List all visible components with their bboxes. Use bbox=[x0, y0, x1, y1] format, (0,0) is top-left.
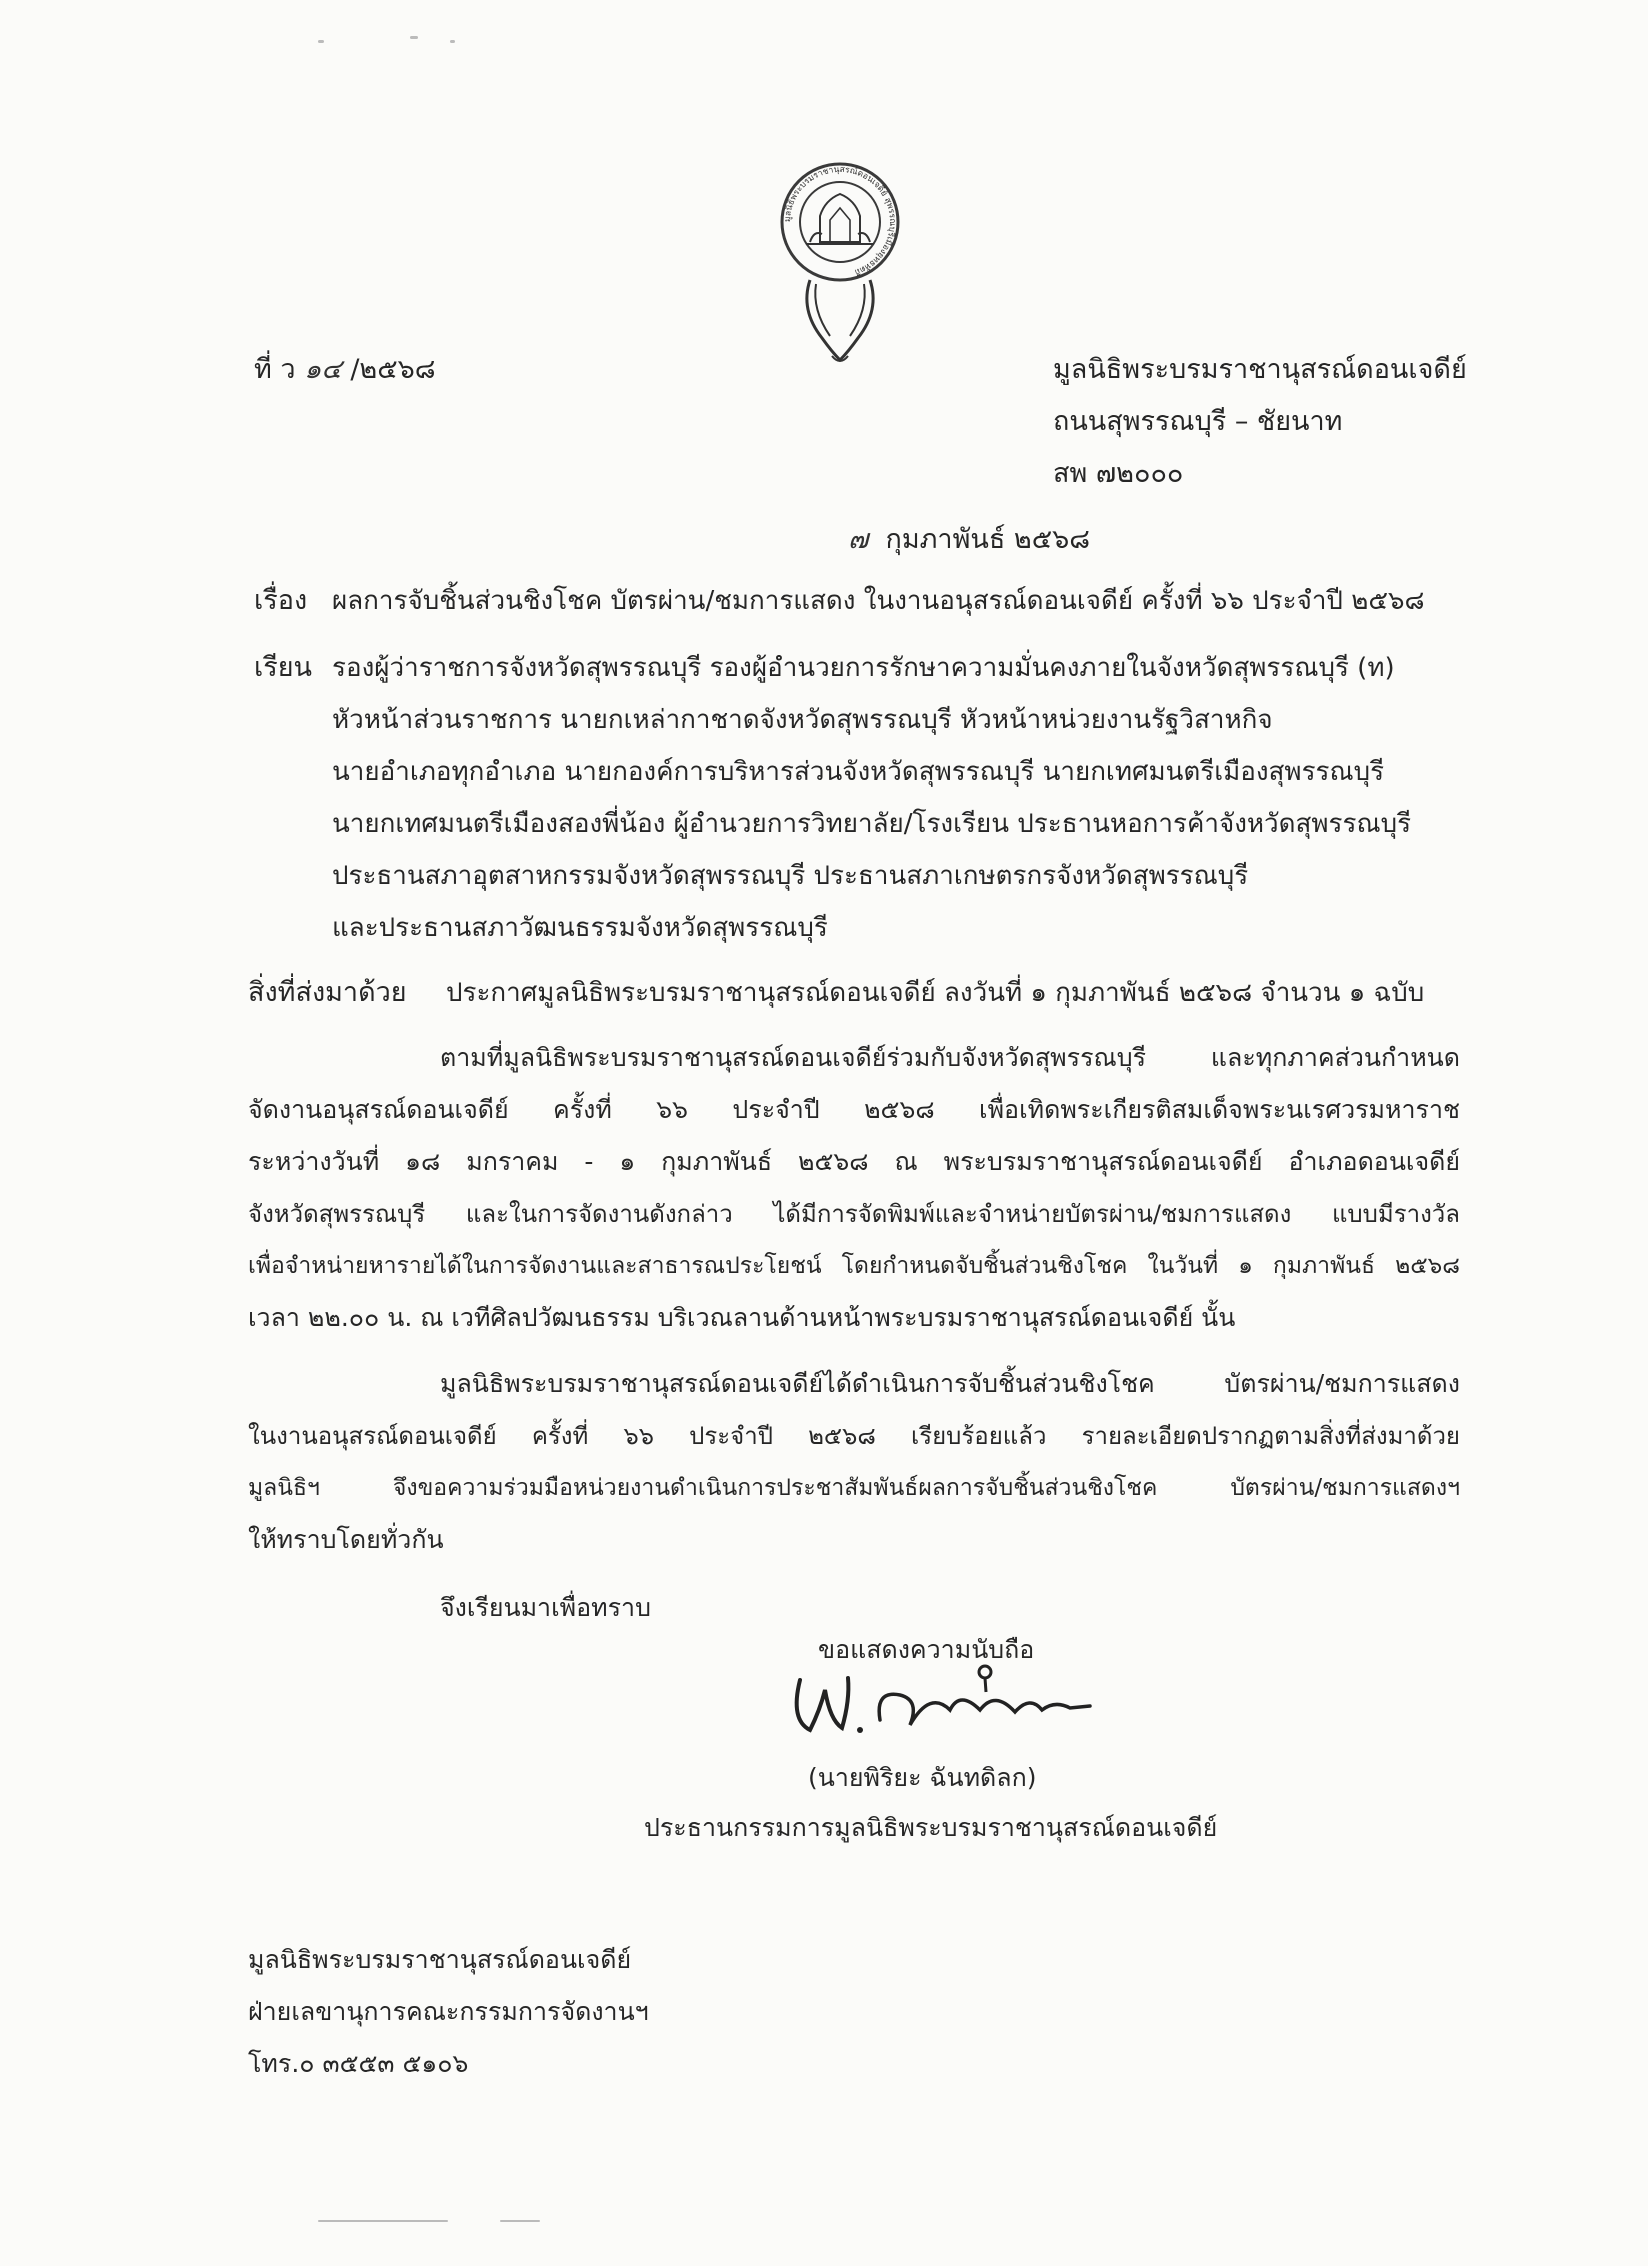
enclosure-text: ประกาศมูลนิธิพระบรมราชานุสรณ์ดอนเจดีย์ ลงวันที่ ๑ กุมภาพันธ์ ๒๕๖๘ จำนวน ๑ ฉบับ bbox=[446, 978, 1425, 1008]
letter-date bbox=[848, 522, 1090, 558]
body-paragraph-1-line: จังหวัดสุพรรณบุรี และในการจัดงานดังกล่าว ได้มีการจัดพิมพ์และจำหน่ายบัตรผ่าน/ชมการแสดง แบบมีรางวัล bbox=[248, 1200, 1460, 1228]
recipients-line: รองผู้ว่าราชการจังหวัดสุพรรณบุรี รองผู้อำนวยการรักษาความมั่นคงภายในจังหวัดสุพรรณบุรี (ท) bbox=[332, 653, 1395, 683]
org-road: ถนนสุพรรณบุรี – ชัยนาท bbox=[1053, 406, 1343, 437]
recipients-line: ประธานสภาอุตสาหกรรมจังหวัดสุพรรณบุรี ประธานสภาเกษตรกรจังหวัดสุพรรณบุรี bbox=[332, 861, 1249, 891]
scan-speck bbox=[410, 36, 418, 39]
scan-speck bbox=[318, 2220, 448, 2222]
reference-number bbox=[254, 352, 436, 388]
subject-label: เรื่อง bbox=[254, 585, 308, 616]
org-postcode: สพ ๗๒๐๐๐ bbox=[1053, 458, 1184, 489]
body-paragraph-1-line: ระหว่างวันที่ ๑๘ มกราคม - ๑ กุมภาพันธ์ ๒๕๖๘ ณ พระบรมราชานุสรณ์ดอนเจดีย์ อำเภอดอนเจดีย์ bbox=[248, 1147, 1460, 1176]
body-paragraph-2-line: ในงานอนุสรณ์ดอนเจดีย์ ครั้งที่ ๖๖ ประจำปี ๒๕๖๘ เรียบร้อยแล้ว รายละเอียดปรากฏตามสิ่งที่ส่งมาด้วย bbox=[248, 1422, 1460, 1450]
recipients-line: นายอำเภอทุกอำเภอ นายกองค์การบริหารส่วนจังหวัดสุพรรณบุรี นายกเทศมนตรีเมืองสุพรรณบุรี bbox=[332, 757, 1385, 787]
footer-phone: โทร.๐ ๓๕๕๓ ๕๑๐๖ bbox=[248, 2049, 469, 2078]
signer-position: ประธานกรรมการมูลนิธิพระบรมราชานุสรณ์ดอนเจดีย์ bbox=[644, 1813, 1218, 1842]
body-paragraph-1-line: ตามที่มูลนิธิพระบรมราชานุสรณ์ดอนเจดีย์ร่วมกับจังหวัดสุพรรณบุรี และทุกภาคส่วนกำหนด bbox=[440, 1043, 1460, 1072]
svg-text:มูลนิธิพระบรมราชานุสรณ์ดอนเจดี: มูลนิธิพระบรมราชานุสรณ์ดอนเจดีย์ สุพรรณบุรีเมืองยุทธหัตถี bbox=[782, 164, 898, 277]
body-paragraph-2-line: มูลนิธิฯ จึงขอความร่วมมือหน่วยงานดำเนินการประชาสัมพันธ์ผลการจับชิ้นส่วนชิงโชค บัตรผ่าน/ชมการแสดงฯ bbox=[248, 1475, 1460, 1501]
closing-request: จึงเรียนมาเพื่อทราบ bbox=[440, 1593, 651, 1622]
footer-dept: ฝ่ายเลขานุการคณะกรรมการจัดงานฯ bbox=[248, 1997, 649, 2026]
handwritten-signature bbox=[780, 1650, 1100, 1750]
body-paragraph-1-line: เวลา ๒๒.๐๐ น. ณ เวทีศิลปวัฒนธรรม บริเวณลานด้านหน้าพระบรมราชานุสรณ์ดอนเจดีย์ นั้น bbox=[248, 1303, 1236, 1332]
scan-speck bbox=[450, 40, 455, 43]
subject-text: ผลการจับชิ้นส่วนชิงโชค บัตรผ่าน/ชมการแสดง ในงานอนุสรณ์ดอนเจดีย์ ครั้งที่ ๖๖ ประจำปี ๒๕๖๘ bbox=[332, 586, 1425, 616]
scan-speck bbox=[318, 40, 324, 43]
org-name: มูลนิธิพระบรมราชานุสรณ์ดอนเจดีย์ bbox=[1053, 354, 1467, 385]
ref-number-handwritten: ๑๔ bbox=[304, 354, 342, 385]
foundation-seal bbox=[770, 160, 910, 370]
date-day-handwritten: ๗ bbox=[848, 524, 869, 555]
recipients-line: หัวหน้าส่วนราชการ นายกเหล่ากาชาดจังหวัดสุพรรณบุรี หัวหน้าหน่วยงานรัฐวิสาหกิจ bbox=[332, 705, 1273, 735]
body-paragraph-2-line: ให้ทราบโดยทั่วกัน bbox=[248, 1525, 444, 1554]
complimentary-close: ขอแสดงความนับถือ bbox=[818, 1635, 1035, 1664]
date-month-year: กุมภาพันธ์ ๒๕๖๘ bbox=[885, 524, 1091, 555]
enclosure-label: สิ่งที่ส่งมาด้วย bbox=[248, 977, 407, 1008]
recipients-label: เรียน bbox=[254, 652, 313, 683]
body-paragraph-1-line: จัดงานอนุสรณ์ดอนเจดีย์ ครั้งที่ ๖๖ ประจำปี ๒๕๖๘ เพื่อเทิดพระเกียรติสมเด็จพระนเรศวรมหาราช bbox=[248, 1095, 1460, 1124]
footer-org: มูลนิธิพระบรมราชานุสรณ์ดอนเจดีย์ bbox=[248, 1945, 632, 1974]
body-paragraph-1-line: เพื่อจำหน่ายหารายได้ในการจัดงานและสาธารณประโยชน์ โดยกำหนดจับชิ้นส่วนชิงโชค ในวันที่ ๑ กุมภาพันธ์ ๒๕๖๘ bbox=[248, 1253, 1461, 1279]
body-paragraph-2-line: มูลนิธิพระบรมราชานุสรณ์ดอนเจดีย์ได้ดำเนินการจับชิ้นส่วนชิงโชค บัตรผ่าน/ชมการแสดง bbox=[440, 1369, 1460, 1398]
scan-speck bbox=[500, 2220, 540, 2222]
ref-year: /๒๕๖๘ bbox=[350, 354, 436, 385]
recipients-line: และประธานสภาวัฒนธรรมจังหวัดสุพรรณบุรี bbox=[332, 913, 828, 943]
recipients-line: นายกเทศมนตรีเมืองสองพี่น้อง ผู้อำนวยการวิทยาลัย/โรงเรียน ประธานหอการค้าจังหวัดสุพรรณบุรี bbox=[332, 809, 1412, 839]
ref-prefix: ที่ ว bbox=[254, 354, 296, 385]
signer-name: (นายพิริยะ ฉันทดิลก) bbox=[808, 1763, 1037, 1792]
